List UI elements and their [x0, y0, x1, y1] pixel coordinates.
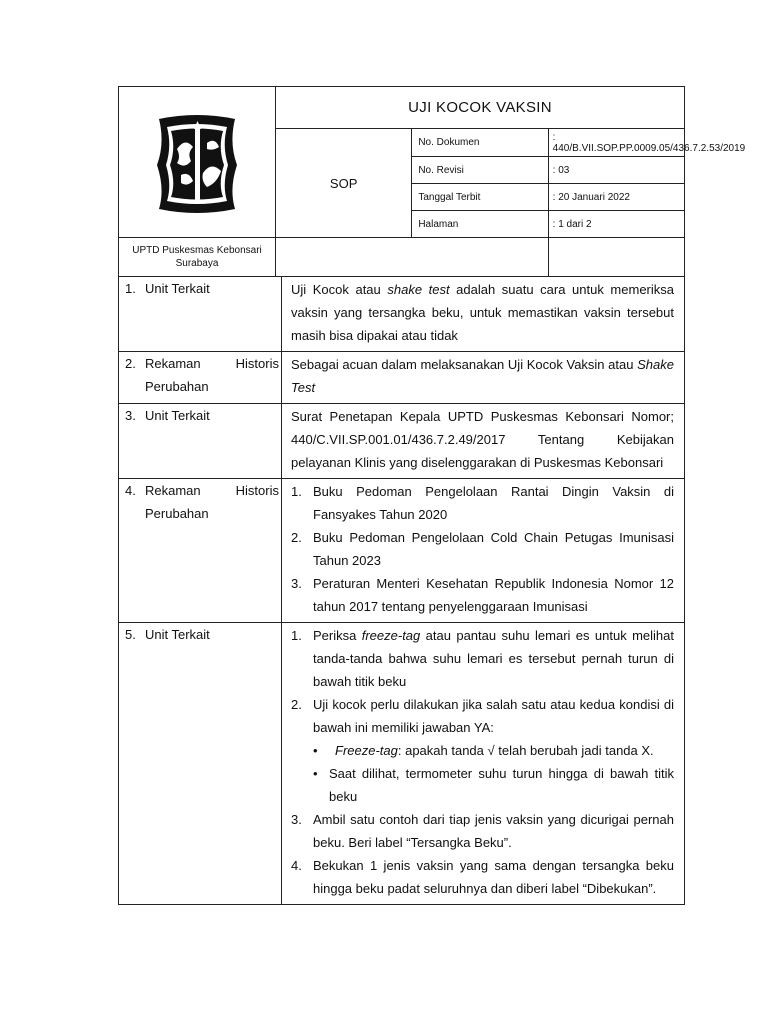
list-item-text: Uji kocok perlu dilakukan jika salah satu atau kedua kondisi di bawah ini memiliki jawaban YA: — [313, 697, 674, 735]
condition-list — [313, 739, 674, 808]
section-number: 2. — [125, 356, 136, 371]
bullet-item — [313, 739, 674, 762]
list-number: 1. — [291, 484, 302, 499]
list-item-text: Ambil satu contoh dari tiap jenis vaksin yang dicurigai pernah beku. Beri label “Tersangka Beku”. — [313, 812, 674, 850]
section-label-word: Rekaman — [145, 483, 201, 498]
list-number: 1. — [291, 628, 302, 643]
section-content-4 — [282, 479, 685, 623]
section-label-word: Historis — [235, 483, 279, 498]
bullet-item-text: Saat dilihat, termometer suhu turun hingga di bawah titik beku — [329, 766, 674, 804]
procedure-list — [291, 624, 674, 900]
text-run: Sebagai acuan dalam melaksanakan Uji Kocok Vaksin atau — [291, 357, 638, 372]
text-run: : apakah tanda √ telah berubah jadi tanda X. — [397, 743, 654, 758]
list-item-text: Buku Pedoman Pengelolaan Rantai Dingin Vaksin di Fansyakes Tahun 2020 — [313, 484, 674, 522]
document-title: UJI KOCOK VAKSIN — [276, 87, 685, 129]
section-row-4 — [119, 479, 685, 623]
sop-label: SOP — [276, 129, 412, 238]
meta-value-revision: : 03 — [548, 157, 684, 184]
section-label-word: Historis — [235, 356, 279, 371]
text-run: atau pantau suhu lemari es untuk melihat tanda-tanda bahwa suhu lemari es tersebut pernah turun di bawah titik beku — [313, 628, 674, 689]
logo-cell — [119, 87, 276, 238]
section-label-5 — [119, 623, 282, 905]
section-content-2 — [282, 352, 685, 404]
section-label-3 — [119, 404, 282, 479]
list-number: 3. — [291, 576, 302, 591]
list-item — [291, 572, 674, 618]
list-number: 3. — [291, 812, 302, 827]
list-number: 2. — [291, 697, 302, 712]
reference-list — [291, 480, 674, 618]
section-paragraph: Surat Penetapan Kepala UPTD Puskesmas Kebonsari Nomor; 440/C.VII.SP.001.01/436.7.2.49/2017 Tentang Kebijakan pelayanan Klinis yang diselenggarakan di Puskesmas Kebonsari — [291, 409, 674, 470]
section-content-1 — [282, 277, 685, 352]
section-label-1 — [119, 277, 282, 352]
unit-name: UPTD Puskesmas Kebonsari Surabaya — [119, 238, 276, 277]
section-number: 5. — [125, 627, 136, 642]
section-label-word: Perubahan — [145, 378, 209, 394]
list-number: 2. — [291, 530, 302, 545]
section-row-3 — [119, 404, 685, 479]
text-run-italic: freeze-tag — [361, 628, 421, 643]
signature-blank-cell-right — [548, 238, 684, 277]
bullet-glyph: • — [313, 743, 318, 758]
list-item — [291, 624, 674, 693]
section-label-text: Unit Terkait — [145, 408, 210, 423]
section-number: 3. — [125, 408, 136, 423]
surabaya-crest-logo — [151, 113, 243, 215]
section-label-word: Perubahan — [145, 505, 209, 521]
section-label-2 — [119, 352, 282, 404]
list-item-text: Bekukan 1 jenis vaksin yang sama dengan tersangka beku hingga beku padat seluruhnya dan diberi label “Dibekukan”. — [313, 858, 674, 896]
text-run-italic: Freeze-tag — [335, 743, 398, 758]
section-row-1 — [119, 277, 685, 352]
section-number: 1. — [125, 281, 136, 296]
bullet-glyph: • — [313, 766, 318, 781]
list-item-text: Peraturan Menteri Kesehatan Republik Indonesia Nomor 12 tahun 2017 tentang penyelenggaraan Imunisasi — [313, 576, 674, 614]
section-content-3 — [282, 404, 685, 479]
section-row-5 — [119, 623, 685, 905]
list-item — [291, 854, 674, 900]
list-item — [291, 526, 674, 572]
signature-blank-cell — [276, 238, 549, 277]
meta-key-issue-date: Tanggal Terbit — [412, 184, 548, 211]
meta-key-page: Halaman — [412, 211, 548, 238]
list-item — [291, 480, 674, 526]
section-row-2 — [119, 352, 685, 404]
meta-key-revision: No. Revisi — [412, 157, 548, 184]
section-number: 4. — [125, 483, 136, 498]
section-content-5 — [282, 623, 685, 905]
list-item — [291, 808, 674, 854]
sop-body-table — [118, 276, 685, 905]
section-label-text: Unit Terkait — [145, 281, 210, 296]
meta-value-issue-date: : 20 Januari 2022 — [548, 184, 684, 211]
section-label-4 — [119, 479, 282, 623]
text-run: adalah suatu cara untuk memeriksa vaksin yang tersangka beku, untuk memastikan vaksin tersebut masih bisa dipakai atau tidak — [291, 282, 675, 343]
list-item — [291, 693, 674, 808]
text-run: Uji Kocok atau — [291, 282, 388, 297]
text-run-italic: Shake Test — [291, 357, 674, 395]
bullet-item — [313, 762, 674, 808]
text-run: Periksa — [313, 628, 362, 643]
sop-header-table — [118, 86, 746, 277]
sop-document — [118, 86, 746, 905]
meta-value-doc-number: : 440/B.VII.SOP.PP.0009.05/436.7.2.53/2019 — [548, 129, 684, 157]
list-number: 4. — [291, 858, 302, 873]
meta-key-doc-number: No. Dokumen — [412, 129, 548, 157]
section-label-text: Unit Terkait — [145, 627, 210, 642]
meta-value-page: : 1 dari 2 — [548, 211, 684, 238]
section-label-word: Rekaman — [145, 356, 201, 371]
list-item-text: Buku Pedoman Pengelolaan Cold Chain Petugas Imunisasi Tahun 2023 — [313, 530, 674, 568]
text-run-italic: shake test — [387, 282, 450, 297]
